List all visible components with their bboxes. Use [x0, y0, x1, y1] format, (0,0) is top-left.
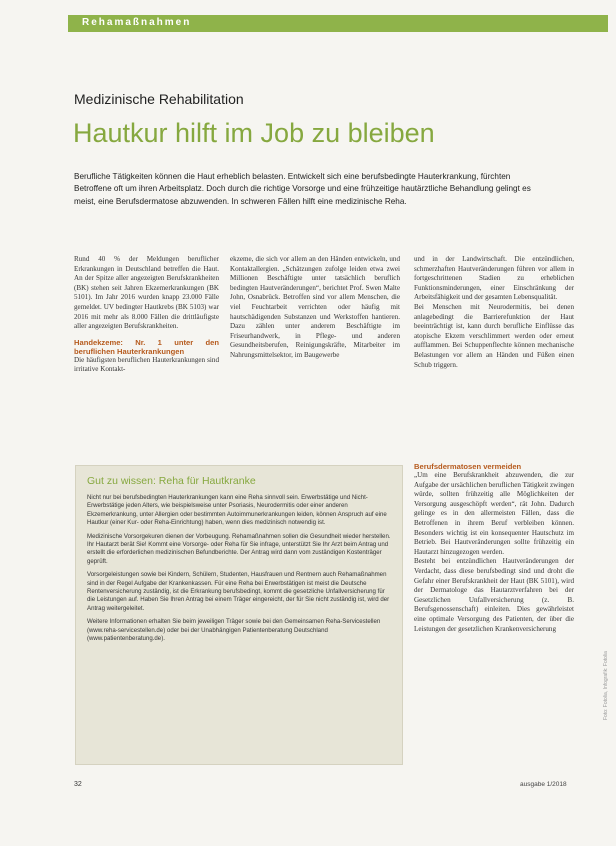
paragraph: Weitere Informationen erhalten Sie beim jeweiligen Träger sowie bei den Gemeinsamen Reha-Servicestellen (www.reha-servicestellen.de) oder bei der Unabhängigen Patientenberatung Deutschland (www.patientenberatung.de).: [87, 618, 381, 643]
paragraph: Nicht nur bei berufsbedingten Hauterkrankungen kann eine Reha sinnvoll sein. Erwerbstätige und Nicht-Erwerbstätige jeden Alters, wie beispielsweise unter Psoriasis, Neurodermitis oder einer anderen Ekzemerkrankung, unter Allergien oder bestimmten Autoimmunerkrankungen leiden, können Anspruch auf eine Hautkur (einer Kur- oder Reha-Einrichtung) haben, wenn dies medizinisch notwendig ist.: [87, 494, 387, 527]
paragraph: ekzeme, die sich vor allem an den Händen entwickeln, und Kontaktallergien. „Schätzungen zufolge leiden etwa zwei Millionen Beschäftigte unter tatsächlich beruflich bedingten Hautveränderungen“, berichtet Prof. Swen Malte John, Osnabrück. Betroffen sind vor allem Menschen, die viel Feuchtarbeit verrichten oder häufig mit hautschädigenden Substanzen und Werkstoffen hantieren. Dazu zählen unter anderem Beschäftigte im Friseurhandwerk, in Pflege- und anderen Gesundheitsberufen, Reinigungskräfte, Mitarbeiter im Nahrungsmittelsektor, im Baugewerbe: [230, 255, 400, 359]
page-number: 32: [74, 781, 82, 788]
paragraph: Medizinische Vorsorgekuren dienen der Vorbeugung. Rehamaßnahmen sollen die Gesundheit wieder herstellen. Ihr Hautarzt berät Sie! Kommt eine Vorsorge- oder Reha für Sie infrage, unterstützt Sie Ihr Arzt beim Antrag und erstellt die erforderlichen medizinischen Befundberichte. Der Antrag wird dann vom zuständigen Kostenträger geprüft.: [87, 532, 391, 565]
paragraph: und in der Landwirtschaft. Die entzündlichen, schmerzhaften Hautveränderungen führen vor allem in fortgeschrittenen Stadien zu erheblichen Funktionsminderungen, einer Einschränkung der Arbeitsfähigkeit und der gesamten Lebensqualität.: [414, 255, 574, 302]
paragraph: „Um eine Berufskrankheit abzuwenden, die zur Aufgabe der ursächlichen beruflichen Tätigkeit zwingen würde, sollten frühzeitig alle Möglichkeiten der Versorgung ausgeschöpft werden“, rät John. Dadurch gelinge es in den allermeisten Fällen, dass die Betroffenen in ihrem Beruf verbleiben können. Besonders wichtig ist ein konsequenter Hautschutz im Betrieb. Bei Hautveränderungen sollte frühzeitig ein Hautarzt hinzugezogen werden.: [414, 471, 575, 556]
paragraph: Die häufigsten beruflichen Hauterkrankungen sind irritative Kontakt-: [74, 355, 219, 374]
text-column-2: [230, 255, 400, 361]
section-heading: Berufsdermatosen vermeiden: [414, 462, 522, 471]
paragraph: Vorsorgeleistungen sowie bei Kindern, Schülern, Studenten, Hausfrauen und Rentnern auch Rehamaßnahmen sind in der Regel Aufgabe der Krankenkassen. Für eine Reha bei Erwerbstätigen ist meist die Deutsche Rentenversicherung zuständig, ist die Erkrankung berufsbedingt, kommt die gesetzliche Unfallversicherung für die Leistungen auf. Haben Sie Ihren Antrag bei einem Träger eingereicht, der für Sie nicht zuständig ist, wird der Antrag weitergeleitet.: [87, 571, 390, 612]
info-box: [75, 465, 403, 765]
section-heading: Handekzeme: Nr. 1 unter den beruflichen Hauterkrankungen: [74, 337, 219, 356]
section-banner: [68, 15, 608, 32]
article-lead: Berufliche Tätigkeiten können die Haut erheblich belasten. Entwickelt sich eine berufsbedingte Hauterkrankung, fürchten Betroffene oft um ihren Arbeitsplatz. Doch durch die richtige Vorsorge und eine frühzeitige hautärztliche Behandlung gelingt es meist, eine Berufsdermatose abzuwenden. In schweren Fällen hilft eine medizinische Reha.: [74, 172, 531, 206]
paragraph: Bei Menschen mit Neurodermitis, bei denen anlagebedingt die Barrierefunktion der Haut beeinträchtigt ist, kann durch berufliche Einflüsse das atopische Ekzem verschlimmert werden oder erneut aufflammen. Bei Schuppenflechte können mechanische Belastungen vor allem an Händen und Füßen einen Schub triggern.: [414, 302, 574, 369]
info-box-title: Gut zu wissen: Reha für Hautkranke: [87, 475, 256, 487]
text-column-3: [414, 255, 574, 370]
text-column-3-lower: [414, 462, 574, 634]
article-title: Hautkur hilft im Job zu bleiben: [73, 118, 435, 148]
text-column-1: [74, 255, 219, 375]
section-label: Rehamaßnahmen: [82, 17, 192, 28]
info-box-body: [87, 494, 392, 649]
photo-credit: Foto: Fotolia, Infografik: Fotolia: [603, 651, 609, 720]
article-subtitle: Medizinische Rehabilitation: [74, 91, 244, 107]
paragraph: Besteht bei entzündlichen Hautveränderungen der Verdacht, dass diese berufsbedingt sind und droht die Gefahr einer Berufskrankheit der Haut (BK 5101), wird der Dermatologe das Hautarztverfahren bei der Gesetzlichen Unfallversicherung (z. B. Berufsgenossenschaft) einleiten. Dies gewährleistet eine optimale Versorgung des Patienten, der über die Leistungen der gesetzlichen Krankenversicherung: [414, 557, 574, 633]
paragraph: Rund 40 % der Meldungen beruflicher Erkrankungen in Deutschland betreffen die Haut. An der Spitze aller angezeigten Berufskrankheiten (BK) stehen seit Jahren Ekzemerkrankungen (BK 5101). Im Jahr 2016 wurden knapp 23.000 Fälle gemeldet. UV bedingter Hautkrebs (BK 5103) war 2016 mit mehr als 8.000 Fällen die drittläufigste aller angezeigten Berufskrankheiten.: [74, 255, 219, 331]
issue-label: ausgabe 1/2018: [520, 781, 567, 788]
